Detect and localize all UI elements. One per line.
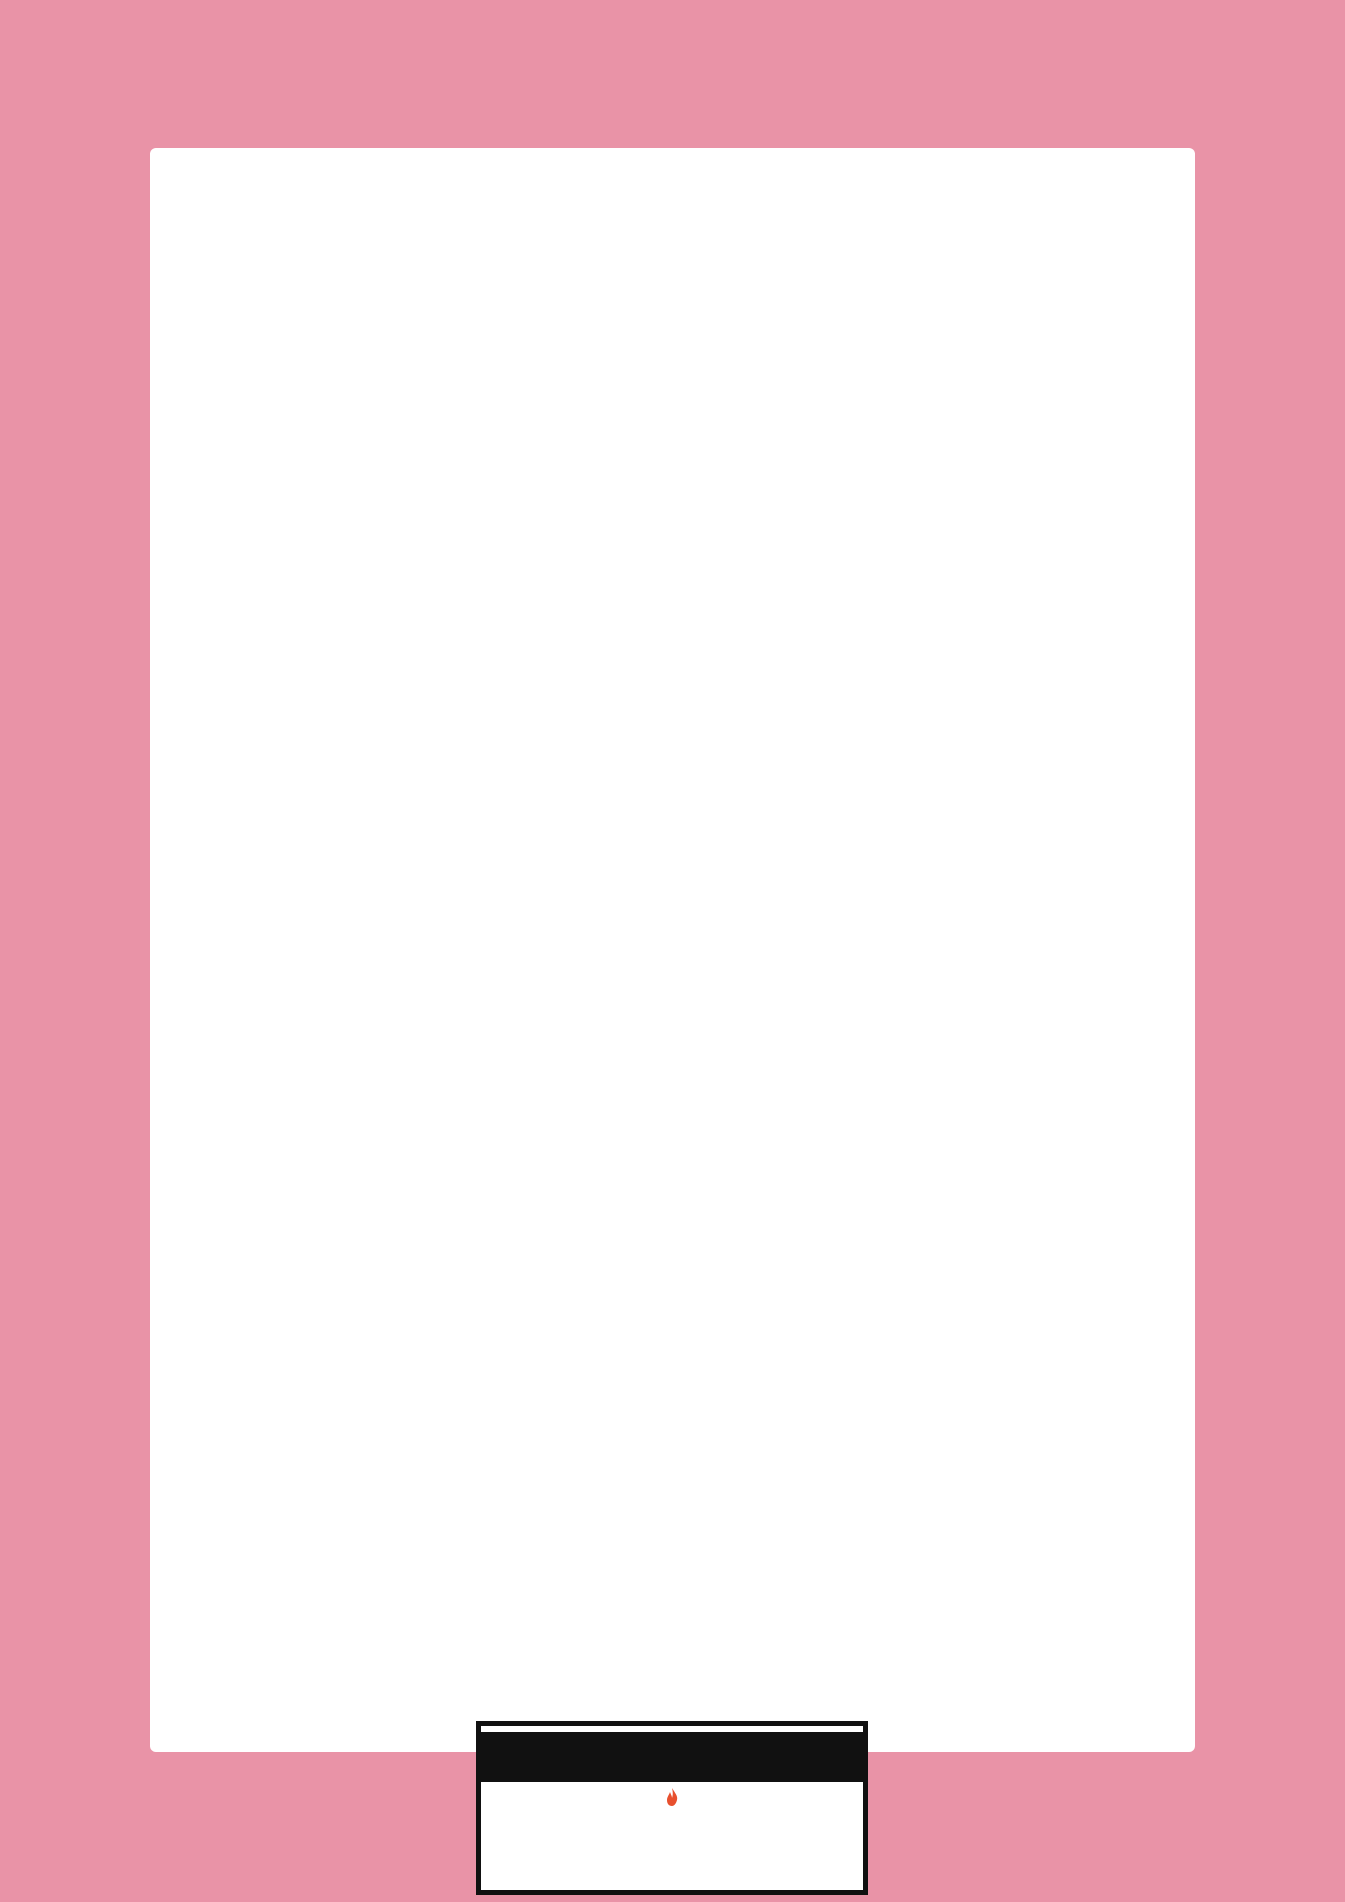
nurses-are-awesome-logo [476, 1721, 868, 1895]
flame-icon [666, 1788, 678, 1806]
logo-byline [481, 1788, 863, 1806]
logo-are-awesome-text [481, 1732, 863, 1782]
checklist-content [193, 344, 1151, 376]
content-panel [150, 148, 1195, 1752]
